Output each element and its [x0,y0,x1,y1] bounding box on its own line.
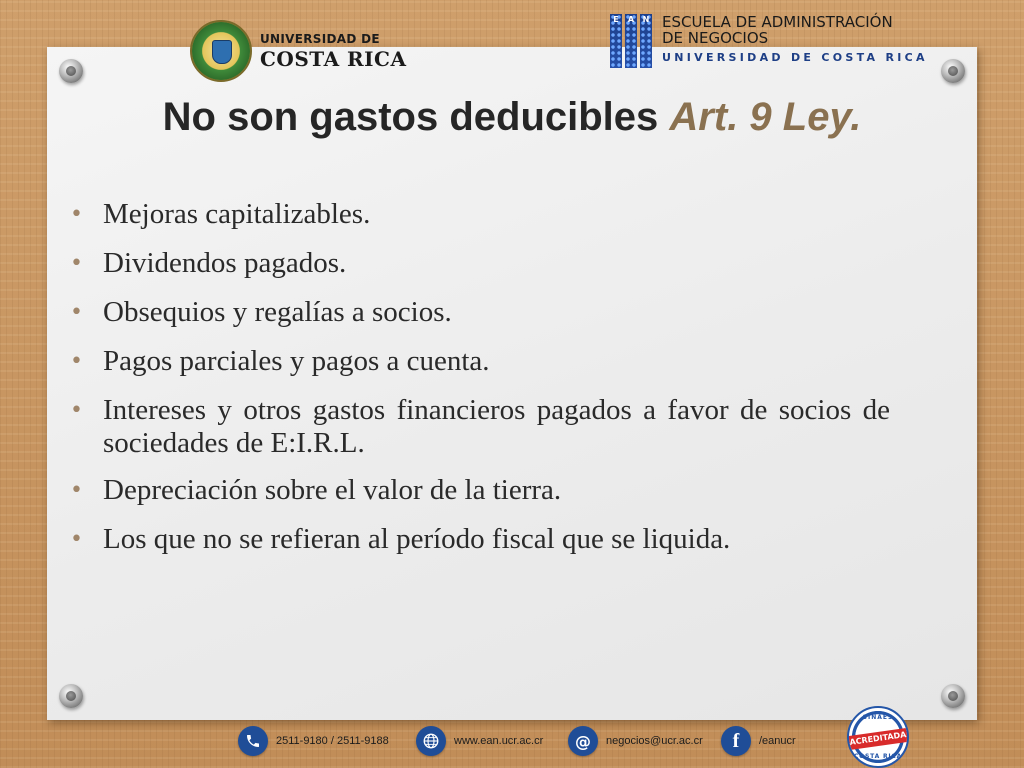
globe-icon [416,726,446,756]
pushpin-icon [941,684,965,708]
footer-web[interactable] [416,726,543,756]
footer-phone [238,726,389,756]
phone-icon [238,726,268,756]
footer-phone-text: 2511-9180 / 2511-9188 [276,735,389,747]
ucr-wordmark [260,32,406,71]
ean-logo [610,14,928,72]
footer-email[interactable] [568,726,703,756]
ucr-seal-icon [190,20,252,82]
slide-title-main: No son gastos deducibles [162,95,659,139]
bullet-item: • Pagos parciales y pagos a cuenta. [70,345,890,378]
badge-top-text: SINAES [862,714,894,721]
ucr-logo [190,18,406,84]
slide-title-accent: Art. 9 Ley. [669,95,862,139]
ean-mark-letter: N [640,14,652,68]
ean-wordmark [662,14,928,64]
bullet-item: • Obsequios y regalías a socios. [70,296,890,329]
bullet-item: • Intereses y otros gastos financieros pagados a favor de socios de sociedades de E:I.R.L. [70,394,890,460]
pushpin-icon [941,59,965,83]
bullet-item: • Los que no se refieran al período fiscal que se liquida. [70,523,890,556]
badge-bottom-text: COSTA RICA [853,753,903,760]
slide-title [0,95,1024,140]
footer-web-link[interactable]: www.ean.ucr.ac.cr [454,735,544,747]
ucr-logo-line2: COSTA RICA [260,46,407,71]
pushpin-icon [59,684,83,708]
ean-logo-line3: UNIVERSIDAD DE COSTA RICA [662,51,928,64]
sinaes-accreditation-badge [847,706,909,768]
at-sign-icon: @ [568,726,598,756]
ean-logo-line1: ESCUELA DE ADMINISTRACIÓN [662,13,893,31]
bullet-item: • Depreciación sobre el valor de la tierra. [70,474,890,507]
footer-facebook-link[interactable]: /eanucr [759,735,796,747]
ean-mark-letter: E [610,14,622,68]
ean-logo-line2: DE NEGOCIOS [662,29,769,47]
badge-band-text: ACREDITADA [847,728,909,750]
ean-mark-icon [610,14,652,68]
footer-email-link[interactable]: negocios@ucr.ac.cr [606,735,703,747]
pushpin-icon [59,59,83,83]
ean-mark-letter: A [625,14,637,68]
facebook-icon: f [721,726,751,756]
bullet-item: • Dividendos pagados. [70,247,890,280]
ucr-logo-line1: UNIVERSIDAD DE [260,31,380,46]
footer-facebook[interactable] [721,726,796,756]
bullet-item: • Mejoras capitalizables. [70,198,890,231]
bullet-list [70,198,890,572]
